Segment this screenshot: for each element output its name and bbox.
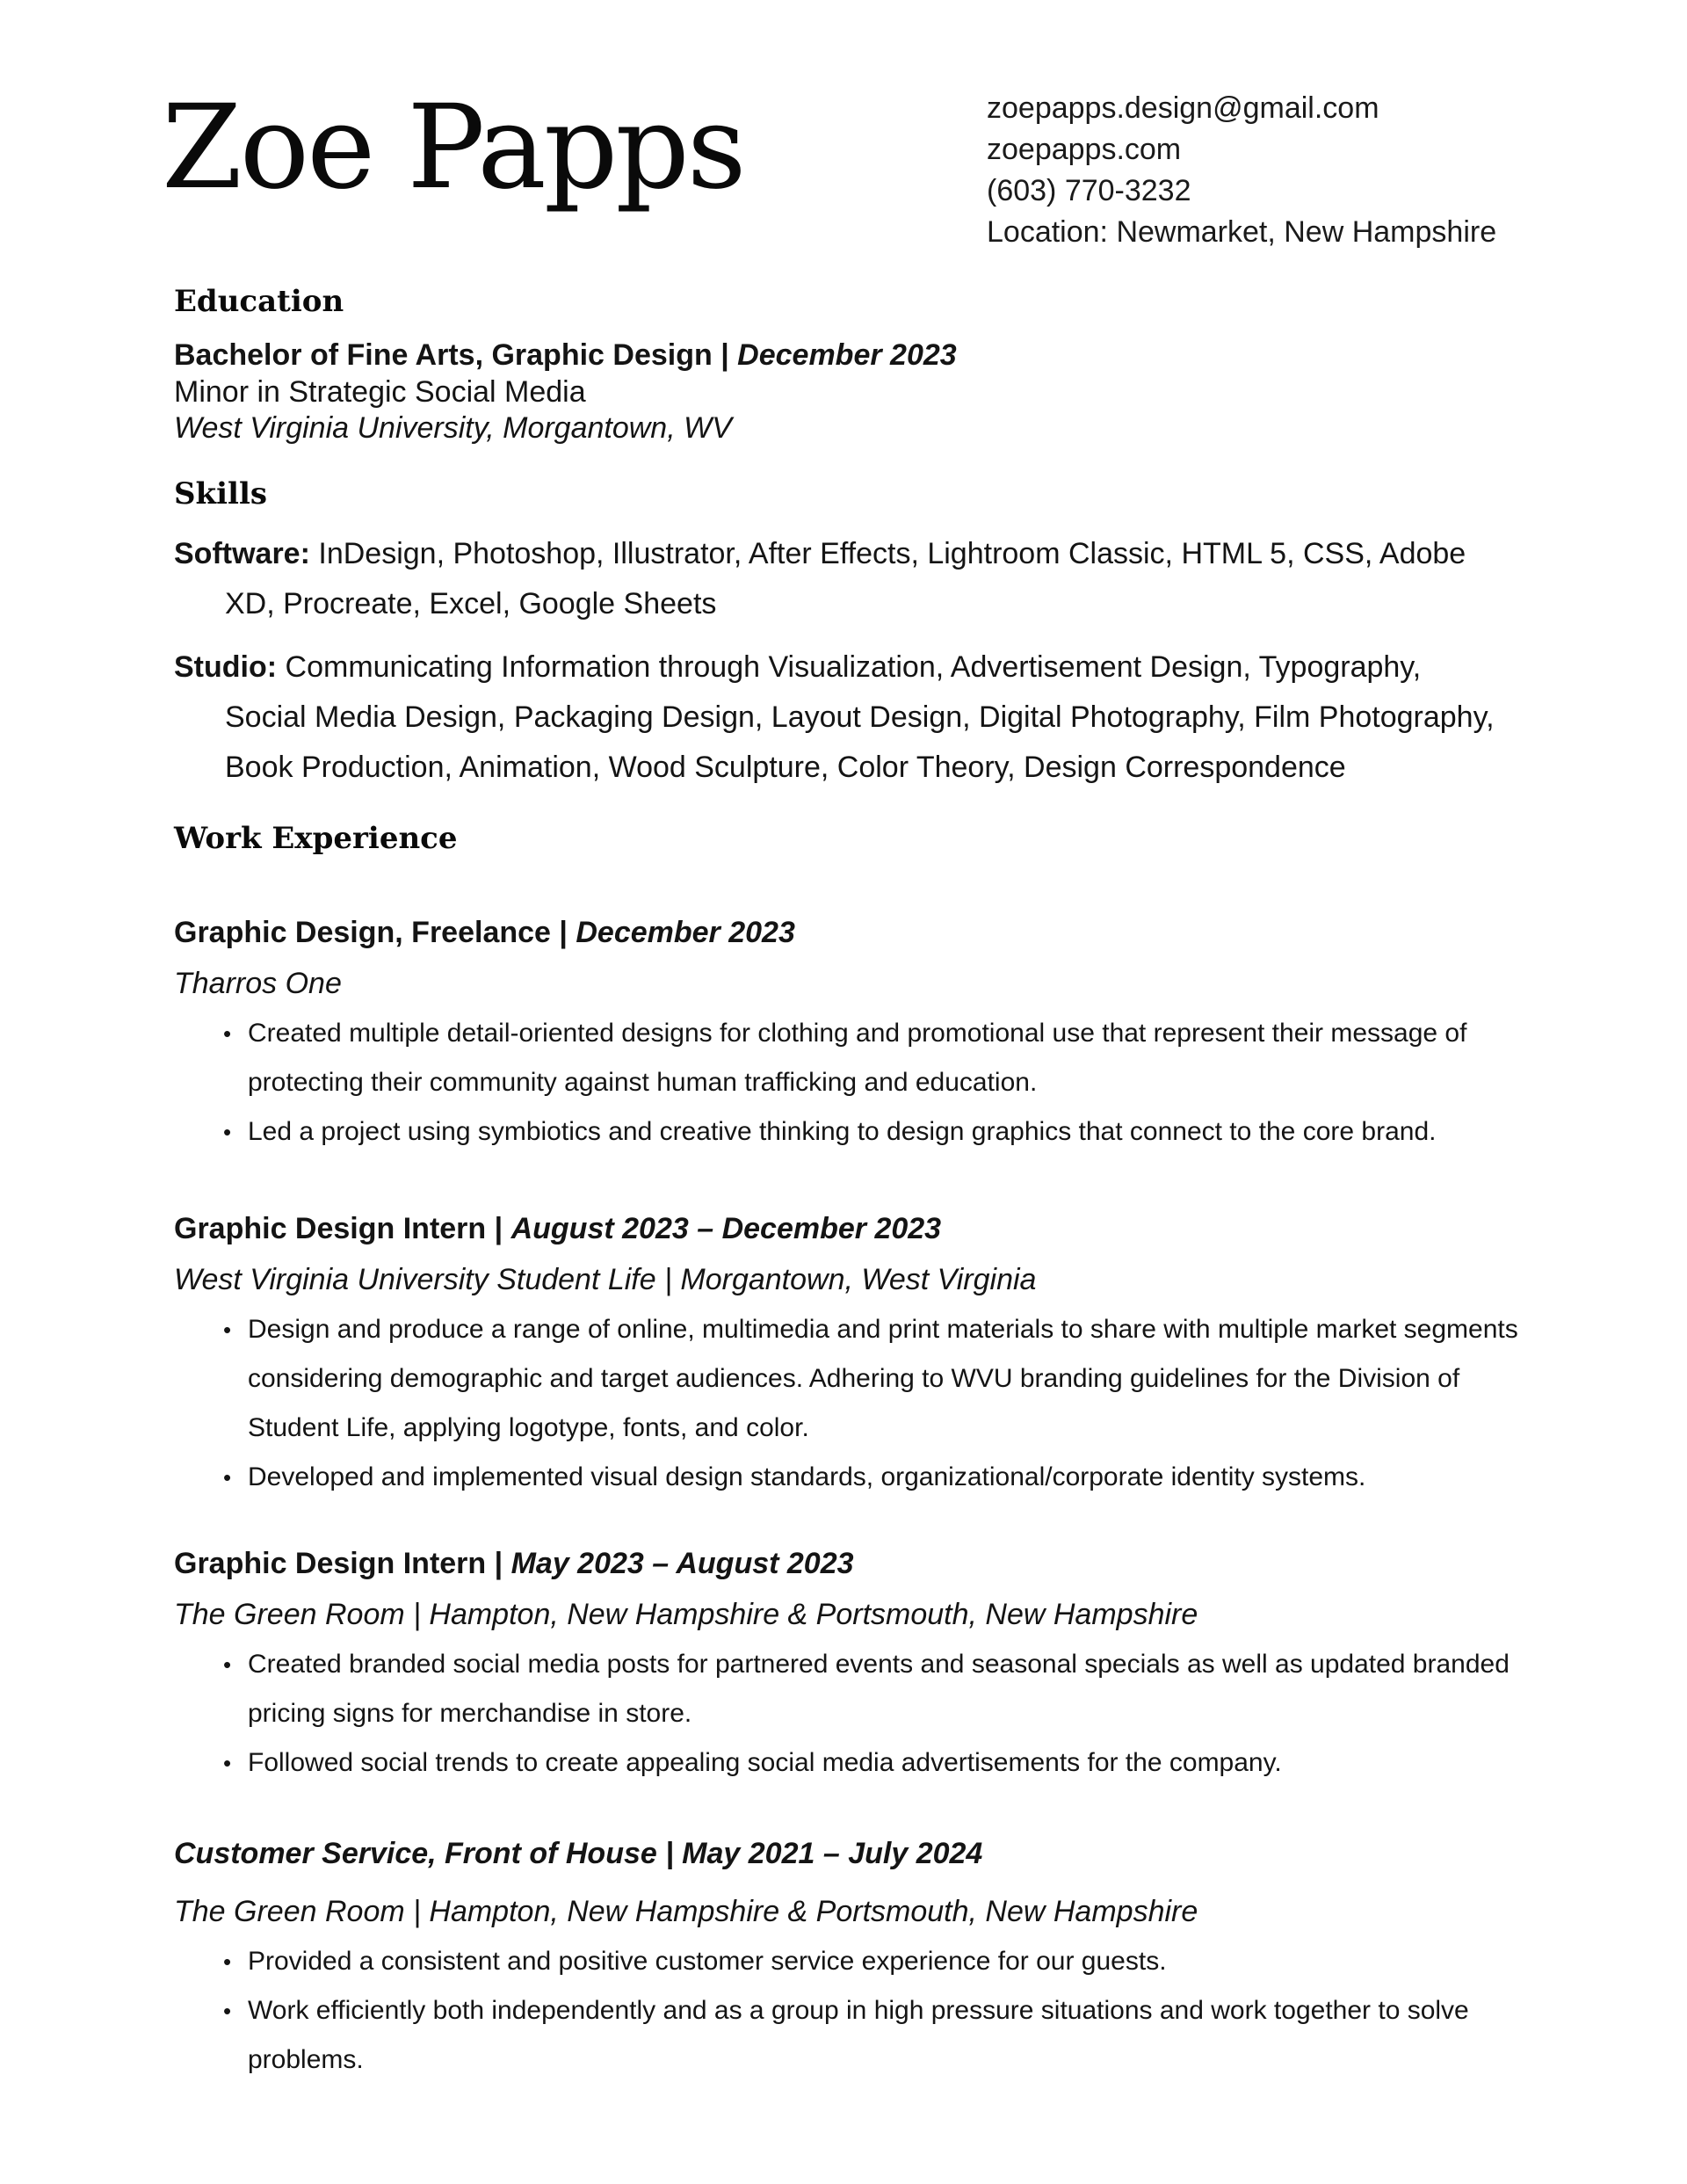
job-2-org: West Virginia University Student Life | Morgantown, West Virginia xyxy=(174,1263,1037,1296)
bullet-icon: • xyxy=(223,1464,232,1491)
skills-studio-text: Communicating Information through Visualization, Advertisement Design, Typography, Social Media Design, Packaging Design, Layout Design, Digital Photography, Film Photography, Book Production, Animation, Wood Sculpture, Color Theory, Design Correspondence xyxy=(225,650,1495,784)
job-3-org: The Green Room | Hampton, New Hampshire & Portsmouth, New Hampshire xyxy=(174,1598,1198,1631)
skills-studio xyxy=(174,642,1510,793)
job-3-title-line xyxy=(174,1549,854,1578)
list-item: • Followed social trends to create appealing social media advertisements for the company. xyxy=(221,1738,1522,1788)
job-1-role: Graphic Design, Freelance | xyxy=(174,916,568,949)
bullet-icon: • xyxy=(223,1119,232,1145)
bullet-icon: • xyxy=(223,1317,232,1343)
list-item: • Design and produce a range of online, multimedia and print materials to share with multiple market segments considering demographic and target audiences. Adhering to WVU branding guidelines for the Division of Student Life, applying logotype, fonts, and color. xyxy=(221,1305,1522,1453)
bullet-icon: • xyxy=(223,1651,232,1678)
education-school: West Virginia University, Morgantown, WV xyxy=(174,411,732,445)
list-item: • Provided a consistent and positive customer service experience for our guests. xyxy=(221,1937,1522,1986)
education-degree-line xyxy=(174,340,957,370)
list-item: • Developed and implemented visual design standards, organizational/corporate identity systems. xyxy=(221,1453,1522,1502)
job-4-bullets xyxy=(221,1937,1522,2085)
list-item: • Created branded social media posts for partnered events and seasonal specials as well as updated branded pricing signs for merchandise in store. xyxy=(221,1640,1522,1738)
education-minor: Minor in Strategic Social Media xyxy=(174,375,586,409)
job-3-bullets xyxy=(221,1640,1522,1788)
job-2-title-line xyxy=(174,1214,941,1244)
contact-website[interactable]: zoepapps.com xyxy=(987,133,1182,166)
education-degree: Bachelor of Fine Arts, Graphic Design | xyxy=(174,338,729,372)
skills-software-label: Software: xyxy=(174,537,310,570)
job-4-title: Customer Service, Front of House | May 2021 – July 2024 xyxy=(174,1837,983,1870)
contact-location: Location: Newmarket, New Hampshire xyxy=(987,215,1497,249)
contact-block xyxy=(987,88,1496,253)
job-1-title-line xyxy=(174,918,795,947)
education-heading: Education xyxy=(174,284,344,319)
job-2-date: August 2023 – December 2023 xyxy=(510,1212,942,1245)
bullet-icon: • xyxy=(223,1948,232,1975)
job-2-role: Graphic Design Intern | xyxy=(174,1212,503,1245)
job-1-org: Tharros One xyxy=(174,967,342,1000)
list-item: • Work efficiently both independently and as a group in high pressure situations and work together to solve problems. xyxy=(221,1986,1522,2085)
contact-email[interactable]: zoepapps.design@gmail.com xyxy=(987,91,1379,125)
skills-software-text: InDesign, Photoshop, Illustrator, After Effects, Lightroom Classic, HTML 5, CSS, Adobe XD, Procreate, Excel, Google Sheets xyxy=(225,537,1466,620)
skills-software xyxy=(174,529,1510,629)
job-3-date: May 2023 – August 2023 xyxy=(510,1547,854,1580)
job-3-role: Graphic Design Intern | xyxy=(174,1547,503,1580)
bullet-icon: • xyxy=(223,1750,232,1776)
job-1-date: December 2023 xyxy=(576,916,795,949)
list-item: • Created multiple detail-oriented designs for clothing and promotional use that represent their message of protecting their community against human trafficking and education. xyxy=(221,1009,1522,1107)
candidate-name: Zoe Papps xyxy=(162,80,744,215)
skills-heading: Skills xyxy=(174,476,268,512)
job-2-bullets xyxy=(221,1305,1522,1502)
list-item: • Led a project using symbiotics and creative thinking to design graphics that connect to the core brand. xyxy=(221,1107,1522,1157)
bullet-icon: • xyxy=(223,1020,232,1047)
job-1-bullets xyxy=(221,1009,1522,1157)
work-heading: Work Experience xyxy=(174,821,458,856)
bullet-icon: • xyxy=(223,1998,232,2024)
job-4-org: The Green Room | Hampton, New Hampshire & Portsmouth, New Hampshire xyxy=(174,1895,1198,1928)
skills-studio-label: Studio: xyxy=(174,650,278,684)
education-date: December 2023 xyxy=(737,338,957,372)
contact-phone[interactable]: (603) 770-3232 xyxy=(987,174,1191,207)
